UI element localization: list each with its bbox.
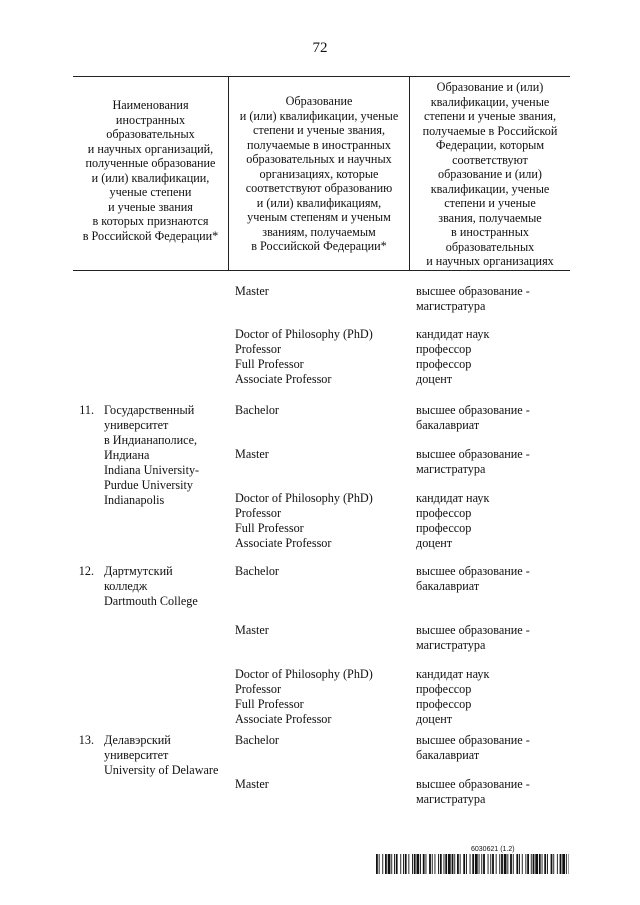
- barcode-bar: [429, 854, 431, 874]
- barcode-bar: [539, 854, 541, 874]
- barcode-bar: [542, 854, 543, 874]
- barcode-bar: [535, 854, 538, 874]
- barcode-bar: [445, 854, 447, 874]
- organization-name: Делавэрский университет University of Delaware: [104, 733, 219, 777]
- barcode-bar: [388, 854, 391, 874]
- foreign-degree: Doctor of Philosophy (PhD) Professor Full Professor Associate Professor: [235, 491, 373, 550]
- barcode-bar: [479, 854, 480, 874]
- barcode-bar: [562, 854, 565, 874]
- barcode-bar: [507, 854, 508, 874]
- barcode-bar: [470, 854, 471, 874]
- russian-equivalent: высшее образование - магистратура: [416, 777, 530, 806]
- barcode-bar: [385, 854, 387, 874]
- barcode-bar: [396, 854, 398, 874]
- barcode-bar: [426, 854, 427, 874]
- barcode-bar: [557, 854, 558, 874]
- organization-name: Дартмутский колледж Dartmouth College: [104, 564, 198, 608]
- barcode-bar: [444, 854, 445, 874]
- foreign-degree: Master: [235, 623, 269, 637]
- row-number: 12.: [78, 564, 94, 578]
- foreign-degree: Doctor of Philosophy (PhD) Professor Full Professor Associate Professor: [235, 667, 373, 726]
- organization-name: Государственный университет в Индианаполисе, Индиана Indiana University- Purdue University Indianapolis: [104, 403, 200, 507]
- header-col-russian-degrees: Образование и (или) квалификации, ученые степени и ученые звания, получаемые в Российской Федерации, которым соответствуют образование и (или) квалификации, ученые степени и ученые звания, получаемые в иностранных образовательных и научных организациях: [422, 80, 558, 268]
- barcode-bar: [490, 854, 491, 874]
- barcode-bar: [466, 854, 467, 874]
- barcode-bar: [452, 854, 454, 874]
- barcode-bar: [496, 854, 497, 874]
- foreign-degree: Bachelor: [235, 564, 279, 578]
- header-bottom-rule: [73, 270, 570, 271]
- barcode-bar: [408, 854, 409, 874]
- barcode-bar: [400, 854, 401, 874]
- barcode-bar: [432, 854, 433, 874]
- russian-equivalent: высшее образование - бакалавриат: [416, 403, 530, 432]
- row-number: 13.: [78, 733, 94, 747]
- barcode-bar: [391, 854, 392, 874]
- barcode-bar: [527, 854, 529, 874]
- barcode-bar: [492, 854, 494, 874]
- russian-equivalent: высшее образование - магистратура: [416, 284, 530, 313]
- row-number: 11.: [79, 403, 94, 417]
- barcode-bar: [475, 854, 478, 874]
- barcode-bar: [379, 854, 380, 874]
- barcode-bar: [403, 854, 404, 874]
- barcode-bar: [516, 854, 518, 874]
- russian-equivalent: высшее образование - магистратура: [416, 623, 530, 652]
- barcode-bar: [463, 854, 465, 874]
- barcode-bar: [460, 854, 461, 874]
- barcode-bar: [510, 854, 512, 874]
- foreign-degree: Master: [235, 777, 269, 791]
- barcode-bar: [499, 854, 500, 874]
- barcode-bar: [553, 854, 554, 874]
- russian-equivalent: кандидат наук профессор профессор доцент: [416, 667, 490, 726]
- barcode-bar: [525, 854, 526, 874]
- barcode-bar: [376, 854, 378, 874]
- barcode-bar: [501, 854, 503, 874]
- barcode-bar: [457, 854, 459, 874]
- foreign-degree: Doctor of Philosophy (PhD) Professor Full Professor Associate Professor: [235, 327, 373, 386]
- russian-equivalent: кандидат наук профессор профессор доцент: [416, 491, 490, 550]
- barcode-bar: [405, 854, 407, 874]
- barcode-bar: [438, 854, 439, 874]
- russian-equivalent: кандидат наук профессор профессор доцент: [416, 327, 490, 386]
- barcode-bar: [420, 854, 421, 874]
- header-col-foreign-degrees: Образование и (или) квалификации, ученые степени и ученые звания, получаемые в иностранных образовательных и научных организациях, которые соответствуют образованию и (или) квалификациям, ученым степеням и ученым званиям, получаемым в Российской Федерации*: [239, 94, 399, 253]
- barcode-bar: [488, 854, 489, 874]
- russian-equivalent: высшее образование - магистратура: [416, 447, 530, 476]
- barcode-bar: [423, 854, 425, 874]
- barcode-bar: [522, 854, 523, 874]
- barcode-bar: [435, 854, 436, 874]
- barcode-bar: [547, 854, 548, 874]
- barcode-bar: [412, 854, 413, 874]
- russian-equivalent: высшее образование - бакалавриат: [416, 733, 530, 762]
- barcode-bar: [481, 854, 482, 874]
- barcode-bar: [394, 854, 395, 874]
- barcode-bar: [519, 854, 520, 874]
- barcode-bar: [448, 854, 451, 874]
- barcode-bar: [483, 854, 485, 874]
- barcode-caption: 6030621 (1.2): [471, 846, 515, 853]
- foreign-degree: Master: [235, 284, 269, 298]
- barcode-bar: [504, 854, 507, 874]
- barcode-bar: [531, 854, 532, 874]
- foreign-degree: Bachelor: [235, 733, 279, 747]
- header-col-organizations: Наименования иностранных образовательных и научных организаций, полученные образование и (или) квалификации, ученые степени и ученые звания в которых признаются в Российской Федерации*: [82, 98, 219, 243]
- barcode-bar: [560, 854, 562, 874]
- barcode-bar: [544, 854, 546, 874]
- header-top-rule: [73, 76, 570, 77]
- barcode-bar: [414, 854, 416, 874]
- barcode-bar: [513, 854, 514, 874]
- barcode-bar: [454, 854, 455, 874]
- russian-equivalent: высшее образование - бакалавриат: [416, 564, 530, 593]
- foreign-degree: Bachelor: [235, 403, 279, 417]
- barcode: [376, 854, 569, 874]
- barcode-bar: [472, 854, 474, 874]
- barcode-bar: [440, 854, 442, 874]
- foreign-degree: Master: [235, 447, 269, 461]
- barcode-bar: [382, 854, 383, 874]
- barcode-bar: [566, 854, 567, 874]
- barcode-bar: [417, 854, 420, 874]
- page-number: 72: [312, 40, 328, 56]
- barcode-bar: [551, 854, 553, 874]
- barcode-bar: [533, 854, 535, 874]
